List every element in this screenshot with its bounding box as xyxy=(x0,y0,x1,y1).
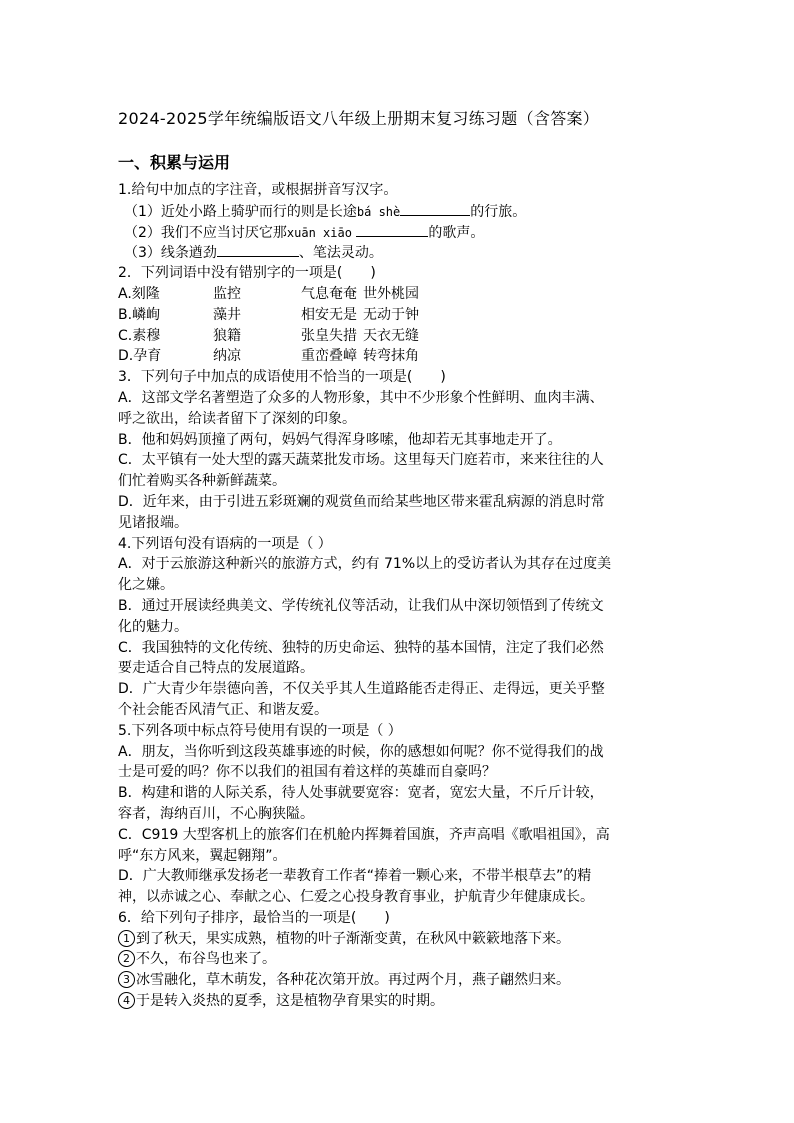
q2-option-a xyxy=(118,284,682,305)
q6-sentence-2 xyxy=(118,949,682,970)
q2-b-word-1: B.嶙峋 xyxy=(118,306,161,323)
q6-sentence-3-text: 冰雪融化，草木萌发，各种花次第开放。再过两个月，燕子翩然归来。 xyxy=(136,972,570,989)
q4-option-d-line-2: 个社会能否风清气正、和谐友爱。 xyxy=(118,701,328,718)
q2-d-word-1: D.孕育 xyxy=(118,348,162,365)
q1-s3-blank[interactable] xyxy=(217,242,299,257)
q1-s3-text: （3）线条遒劲 xyxy=(124,245,217,262)
q6-sentence-1 xyxy=(118,929,682,950)
q1-s2-pinyin: xuān xiāo xyxy=(286,225,352,240)
q2-option-c xyxy=(118,326,682,347)
circled-number-3: 3 xyxy=(118,971,135,988)
q2-b-word-3: 相安无是 xyxy=(301,306,357,323)
q1-s1-blank[interactable] xyxy=(400,201,470,216)
q2-b-word-4: 无动于钟 xyxy=(363,306,419,323)
q2-a-word-3: 气息奄奄 xyxy=(301,285,357,302)
q6-sentence-2-text: 不久，布谷鸟也来了。 xyxy=(136,951,276,968)
q2-d-word-4: 转弯抹角 xyxy=(363,348,419,365)
q2-option-b xyxy=(118,305,682,326)
q2-c-word-2: 狼籍 xyxy=(213,327,241,344)
q6-sentence-1-text: 到了秋天，果实成熟，植物的叶子渐渐变黄，在秋风中簌簌地落下来。 xyxy=(136,930,570,947)
circled-number-1: 1 xyxy=(118,930,135,947)
q3-option-c-line-2: 们忙着购买各种新鲜蔬菜。 xyxy=(118,473,286,490)
q1-sentence-1 xyxy=(118,201,682,222)
q2-c-word-3: 张皇失措 xyxy=(301,327,357,344)
q2-a-word-2: 监控 xyxy=(213,285,241,302)
q2-a-word-4: 世外桃园 xyxy=(363,285,419,302)
q2-stem: 2．下列词语中没有错别字的一项是( ) xyxy=(118,265,376,282)
q2-b-word-2: 藻井 xyxy=(213,306,241,323)
q5-option-a-line-2: 士是可爱的吗？你不以我们的祖国有着这样的英雄而自豪吗？ xyxy=(118,764,496,781)
q3-option-c-line-1: C．太平镇有一处大型的露天蔬菜批发市场。这里每天门庭若市，来来往往的人 xyxy=(118,452,604,469)
circled-number-4: 4 xyxy=(118,992,135,1009)
q3-option-b-line-1: B．他和妈妈顶撞了两句，妈妈气得浑身哆嗦，他却若无其事地走开了。 xyxy=(118,431,562,448)
q1-stem: 1.给句中加点的字注音，或根据拼音写汉字。 xyxy=(118,182,398,198)
q3-stem: 3．下列句子中加点的成语使用不恰当的一项是( ) xyxy=(118,369,446,386)
q5-option-d-line-1: D．广大教师继承发扬老一辈教育工作者“捧着一颗心来，不带半根草去”的精 xyxy=(118,868,592,885)
circled-number-2: 2 xyxy=(118,950,135,967)
q3-option-a-line-1: A．这部文学名著塑造了众多的人物形象，其中不少形象个性鲜明、血肉丰满、 xyxy=(118,389,604,406)
q5-option-d-line-2: 神，以赤诚之心、奉献之心、仁爱之心投身教育事业，护航青少年健康成长。 xyxy=(118,889,594,906)
q2-d-word-3: 重峦叠嶂 xyxy=(301,348,357,365)
q5-option-b-line-1: B．构建和谐的人际关系，待人处事就要宽容：宽者，宽宏大量，不斤斤计较， xyxy=(118,785,604,802)
document-title: 2024-2025学年统编版语文八年级上册期末复习练习题（含答案） xyxy=(118,109,600,128)
q5-stem: 5.下列各项中标点符号使用有误的一项是（ ） xyxy=(118,722,402,739)
q1-s1-pinyin: bá shè xyxy=(356,204,401,219)
q4-option-a-line-2: 化之嫌。 xyxy=(118,577,174,594)
q1-s2-text: （2）我们不应当讨厌它那 xyxy=(124,224,287,241)
q2-a-word-1: A.刻隆 xyxy=(118,285,160,302)
q6-sentence-3 xyxy=(118,970,682,991)
q4-option-b-line-2: 化的魅力。 xyxy=(118,618,188,635)
q5-option-b-line-2: 容者，海纳百川，不心胸狭隘。 xyxy=(118,805,314,822)
q5-option-c-line-2: 呼“东方风来，翼起翱翔”。 xyxy=(118,847,287,864)
q3-option-d-line-2: 见诸报端。 xyxy=(118,514,188,531)
q1-s3-tail: 、笔法灵动。 xyxy=(298,245,383,262)
q5-option-a-line-1: A．朋友，当你听到这段英雄事迹的时候，你的感想如何呢？你不觉得我们的战 xyxy=(118,743,604,760)
q2-c-word-4: 天衣无缝 xyxy=(363,327,419,344)
q4-option-b-line-1: B．通过开展读经典美文、学传统礼仪等活动，让我们从中深切领悟到了传统文 xyxy=(118,597,604,614)
q2-option-d xyxy=(118,346,682,367)
q2-c-word-1: C.素穆 xyxy=(118,327,161,344)
q3-option-d-line-1: D．近年来，由于引进五彩斑斓的观赏鱼而给某些地区带来霍乱病源的消息时常 xyxy=(118,493,605,510)
q6-sentence-4 xyxy=(118,991,682,1012)
q6-stem: 6．给下列句子排序，最恰当的一项是( ) xyxy=(118,909,390,926)
q4-option-c-line-1: C．我国独特的文化传统、独特的历史命运、独特的基本国情，注定了我们必然 xyxy=(118,639,604,656)
q3-option-a-line-2: 呼之欲出，给读者留下了深刻的印象。 xyxy=(118,410,356,427)
q1-sentence-2 xyxy=(118,222,682,243)
q1-s2-blank[interactable] xyxy=(356,222,428,237)
q4-option-d-line-1: D．广大青少年崇德向善，不仅关乎其人生道路能否走得正、走得远，更关乎整 xyxy=(118,681,605,698)
q4-option-a-line-1: A．对于云旅游这种新兴的旅游方式，约有 71%以上的受访者认为其存在过度美 xyxy=(118,556,612,573)
q5-option-c-line-1: C．C919 大型客机上的旅客们在机舱内挥舞着国旗，齐声高唱《歌唱祖国》，高 xyxy=(118,826,610,843)
section-heading: 一、积累与运用 xyxy=(118,153,231,172)
q4-stem: 4.下列语句没有语病的一项是（ ） xyxy=(118,535,332,552)
q6-sentence-4-text: 于是转入炎热的夏季，这是植物孕育果实的时期。 xyxy=(136,993,444,1010)
q4-option-c-line-2: 要走适合自己特点的发展道路。 xyxy=(118,660,314,677)
q1-s1-tail: 的行旅。 xyxy=(470,203,527,220)
q2-d-word-2: 纳凉 xyxy=(213,348,241,365)
question-content xyxy=(118,180,682,1012)
q1-s2-tail: 的歌声。 xyxy=(428,224,485,241)
q1-sentence-3 xyxy=(118,242,682,263)
q1-s1-text: （1）近处小路上骑驴而行的则是长途 xyxy=(124,203,357,220)
